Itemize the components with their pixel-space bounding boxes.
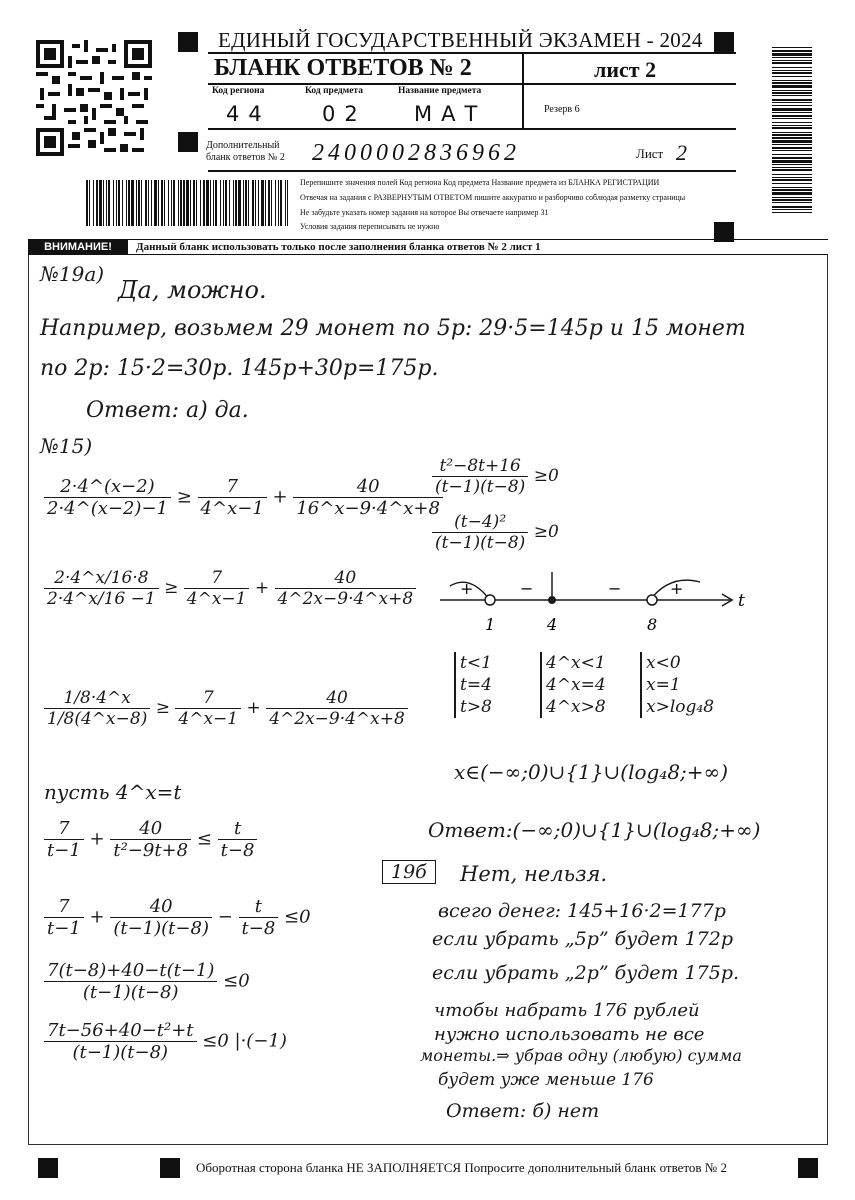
region-code-label: Код региона xyxy=(212,86,265,96)
right-equation-2 xyxy=(432,512,559,553)
barcode-bar xyxy=(248,180,249,226)
barcode-bar xyxy=(183,180,185,226)
barcode-bar xyxy=(116,180,117,226)
task19b-line8: будет уже меньше 176 xyxy=(438,1070,654,1090)
barcode-bar xyxy=(196,180,197,226)
barcode-bar xyxy=(772,157,812,159)
barcode-bar xyxy=(772,118,812,119)
r-eq2-frac xyxy=(432,512,528,553)
eq1-plus: + xyxy=(272,486,288,508)
eq7-tail: ≤0 |·(−1) xyxy=(202,1030,287,1052)
eq3-lhs-den: 1/8(4^x−8) xyxy=(47,709,148,729)
eq1-lhs xyxy=(44,476,171,519)
task19a-label: №19а) xyxy=(40,262,105,286)
eq6-den: (t−1)(t−8) xyxy=(82,982,179,1003)
timing-marker-bottom-left xyxy=(38,1158,58,1178)
eq1-op: ≥ xyxy=(176,486,192,508)
eq2-t2 xyxy=(275,568,417,609)
barcode-bar xyxy=(180,180,182,226)
eq2-t1-den: 4^x−1 xyxy=(186,589,247,609)
eq2-plus: + xyxy=(254,578,270,598)
barcode-bar xyxy=(772,53,812,56)
timing-marker-top-right xyxy=(714,32,734,52)
barcode-bar xyxy=(772,209,812,210)
barcode-bar xyxy=(772,183,812,184)
barcode-bar xyxy=(200,180,201,226)
task19b-line4: если убрать „2р” будет 175р. xyxy=(432,962,740,984)
barcode-bar xyxy=(772,76,812,77)
timing-marker-mid-left xyxy=(178,132,198,152)
instruction-line-4: Условия задания переписывать не нужно xyxy=(300,222,440,231)
barcode-bar xyxy=(772,147,812,149)
eq5-tail: ≤0 xyxy=(284,906,311,928)
barcode-bar xyxy=(128,180,130,226)
barcode-bar xyxy=(772,60,812,61)
eq5-t1-num: 7 xyxy=(44,896,84,918)
eq4-t2-den: t²−9t+8 xyxy=(113,840,189,861)
task19b-label: 19б xyxy=(382,860,436,884)
sys3-line2: x=1 xyxy=(646,675,681,695)
barcode-bar xyxy=(772,112,812,113)
attention-bar xyxy=(28,239,828,255)
barcode-bar xyxy=(275,180,276,226)
barcode-bar xyxy=(772,125,812,126)
r-eq2-num: (t−4)² xyxy=(432,512,528,533)
barcode-bar xyxy=(772,95,812,96)
barcode-bar xyxy=(245,180,247,226)
eq2-t2-num: 40 xyxy=(275,568,417,589)
eq1-t1-num: 7 xyxy=(198,476,267,498)
barcode-bar xyxy=(772,127,812,129)
barcode-bar xyxy=(99,180,102,226)
eq4-t1-num: 7 xyxy=(44,818,84,840)
barcode-bar xyxy=(186,180,189,226)
barcode-bar xyxy=(255,180,256,226)
task19a-line1: Да, можно. xyxy=(118,276,267,304)
barcode-bar xyxy=(178,180,179,226)
system-x xyxy=(640,652,714,718)
barcode-bar xyxy=(772,164,812,165)
equation-2 xyxy=(44,568,416,609)
eq5-t2 xyxy=(110,896,212,939)
barcode-bar xyxy=(271,180,272,226)
barcode-bar xyxy=(223,180,224,226)
barcode-bar xyxy=(136,180,137,226)
barcode-bar xyxy=(772,57,812,58)
eq4-plus: + xyxy=(89,828,105,850)
barcode-bar xyxy=(243,180,244,226)
barcode-bar xyxy=(258,180,259,226)
barcode-bar xyxy=(772,108,812,111)
eq2-lhs-num: 2·4^x/16·8 xyxy=(44,568,159,589)
barcode-bar xyxy=(772,102,812,103)
barcode-bar xyxy=(772,150,812,151)
barcode-bar xyxy=(168,180,169,226)
barcode-bar xyxy=(772,99,812,101)
eq4-op: ≤ xyxy=(196,828,212,850)
point-1 xyxy=(485,595,495,605)
eq3-t1-num: 7 xyxy=(175,688,241,709)
barcode-bar xyxy=(772,160,812,163)
barcode-bar xyxy=(122,180,123,226)
barcode-bar xyxy=(210,180,211,226)
barcode-bar xyxy=(772,177,812,178)
barcode-bar xyxy=(772,132,812,133)
eq2-t1 xyxy=(184,568,250,609)
eq4-rhs-num: t xyxy=(218,818,258,840)
barcode-bar xyxy=(772,167,812,168)
task19a-answer: Ответ: а) да. xyxy=(86,398,249,423)
barcode-bar xyxy=(772,90,812,91)
barcode-bar xyxy=(772,134,812,136)
eq4-t1-den: t−1 xyxy=(47,840,81,861)
barcode-bar xyxy=(772,92,812,94)
barcode-bar xyxy=(220,180,221,226)
barcode-bar xyxy=(268,180,270,226)
barcode-bar xyxy=(106,180,107,226)
sys2-line3: 4^x>8 xyxy=(546,697,606,717)
eq5-rhs-num: t xyxy=(239,896,279,918)
task19b-line7: монеты.⇒ убрав одну (любую) сумма xyxy=(420,1046,742,1065)
list-label: Лист xyxy=(636,146,664,161)
number-line xyxy=(430,566,760,636)
subject-name-label: Название предмета xyxy=(398,86,482,96)
barcode-bar xyxy=(280,180,282,226)
eq3-op: ≥ xyxy=(155,698,170,718)
equation-1 xyxy=(44,476,443,519)
eq1-lhs-num: 2·4^(x−2) xyxy=(44,476,171,498)
eq3-lhs-num: 1/8·4^x xyxy=(44,688,150,709)
sys1-line1: t<1 xyxy=(460,653,492,673)
point-8 xyxy=(647,595,657,605)
barcode-bar xyxy=(772,137,812,139)
equation-5 xyxy=(44,896,311,939)
substitution: пусть 4^x=t xyxy=(44,780,182,804)
barcode-bar xyxy=(145,180,147,226)
barcode-bar xyxy=(772,199,812,201)
eq7-den: (t−1)(t−8) xyxy=(72,1042,169,1063)
barcode-horizontal xyxy=(86,180,288,226)
eq3-plus: + xyxy=(246,698,261,718)
barcode-bar xyxy=(772,144,812,145)
sys1-line2: t=4 xyxy=(460,675,492,695)
eq5-t2-num: 40 xyxy=(110,896,212,918)
eq4-t2-num: 40 xyxy=(110,818,191,840)
barcode-bar xyxy=(772,122,812,123)
eq3-t2 xyxy=(266,688,408,729)
eq4-rhs-den: t−8 xyxy=(220,840,255,861)
right-equation-1 xyxy=(432,456,559,497)
eq2-lhs-den: 2·4^x/16 −1 xyxy=(47,589,156,609)
r-eq1-den: (t−1)(t−8) xyxy=(435,477,526,497)
barcode-bar xyxy=(772,212,812,213)
sign-1: + xyxy=(460,579,474,598)
r-eq2-den: (t−1)(t−8) xyxy=(435,533,526,553)
barcode-bar xyxy=(108,180,110,226)
barcode-bar xyxy=(772,82,812,84)
sys1-line3: t>8 xyxy=(460,697,492,717)
barcode-bar xyxy=(213,180,214,226)
region-code-value: 44 xyxy=(226,102,271,126)
eq5-rhs xyxy=(239,896,279,939)
subject-name-value: МАТ xyxy=(414,102,487,126)
reserve-label: Резерв 6 xyxy=(544,104,580,115)
barcode-bar xyxy=(772,179,812,181)
barcode-bar xyxy=(233,180,234,226)
barcode-bar xyxy=(287,180,288,226)
exam-title: ЕДИНЫЙ ГОСУДАРСТВЕННЫЙ ЭКЗАМЕН - 2024 xyxy=(218,28,703,52)
barcode-bar xyxy=(89,180,90,226)
qr-code xyxy=(36,40,152,156)
task19b-line6: нужно использовать не все xyxy=(434,1024,705,1045)
header-rule-low xyxy=(208,128,736,130)
header-rule-mid xyxy=(208,83,736,85)
barcode-bar xyxy=(96,180,98,226)
barcode-bar xyxy=(772,202,812,203)
barcode-bar xyxy=(229,180,230,226)
footer-note: Оборотная сторона бланка НЕ ЗАПОЛНЯЕТСЯ Попросите дополнительный бланк ответов № 2 xyxy=(196,1160,727,1175)
equation-4 xyxy=(44,818,257,861)
eq1-t2-den: 16^x−9·4^x+8 xyxy=(296,498,440,519)
barcode-bar xyxy=(772,206,812,208)
eq1-t2-num: 40 xyxy=(293,476,443,498)
header-rule-bottom xyxy=(208,170,736,172)
eq3-t1 xyxy=(175,688,241,729)
barcode-bar xyxy=(225,180,227,226)
form-title: БЛАНК ОТВЕТОВ № 2 xyxy=(214,55,472,81)
barcode-bar xyxy=(772,47,812,48)
barcode-bar xyxy=(772,115,812,117)
eq2-lhs xyxy=(44,568,159,609)
eq4-t1 xyxy=(44,818,84,861)
barcode-bar xyxy=(278,180,279,226)
barcode-bar xyxy=(772,105,812,106)
barcode-bar xyxy=(151,180,152,226)
barcode-bar xyxy=(772,189,812,191)
extra-form-label-line1: Дополнительный xyxy=(206,140,280,151)
barcode-bar xyxy=(772,187,812,188)
eq4-rhs xyxy=(218,818,258,861)
r-eq2-tail: ≥0 xyxy=(533,522,559,542)
barcode-bar xyxy=(772,50,812,52)
task19b-line3: если убрать „5р” будет 172р xyxy=(432,928,734,950)
eq2-t1-num: 7 xyxy=(184,568,250,589)
barcode-bar xyxy=(772,62,812,64)
barcode-bar xyxy=(772,72,812,74)
barcode-bar xyxy=(772,80,812,81)
instruction-line-3: Не забудьте указать номер задания на которое Вы отвечаете например 31 xyxy=(300,208,549,217)
barcode-bar xyxy=(158,180,159,226)
header-rule-top xyxy=(208,52,736,54)
eq2-op: ≥ xyxy=(164,578,179,598)
barcode-bar xyxy=(203,180,205,226)
timing-marker-top-left xyxy=(178,32,198,52)
x-solution: x∈(−∞;0)∪{1}∪(log₄8;+∞) xyxy=(454,760,729,784)
task19a-line3: по 2р: 15·2=30р. 145р+30р=175р. xyxy=(40,356,439,381)
barcode-bar xyxy=(113,180,114,226)
barcode-bar xyxy=(772,85,812,88)
sys2-line1: 4^x<1 xyxy=(546,653,606,673)
barcode-bar xyxy=(126,180,127,226)
barcode-bar xyxy=(86,180,88,226)
eq6-num: 7(t−8)+40−t(t−1) xyxy=(44,960,217,982)
task19b-line1: Нет, нельзя. xyxy=(460,862,608,886)
eq6-tail: ≤0 xyxy=(223,970,250,992)
barcode-bar xyxy=(285,180,286,226)
extra-form-number: 2400002836962 xyxy=(312,140,520,166)
r-eq1-num: t²−8t+16 xyxy=(432,456,528,477)
eq5-t1 xyxy=(44,896,84,939)
barcode-vertical xyxy=(772,44,812,214)
attention-badge: ВНИМАНИЕ! xyxy=(28,239,128,255)
barcode-bar xyxy=(772,140,812,143)
eq3-t2-num: 40 xyxy=(266,688,408,709)
barcode-bar xyxy=(154,180,157,226)
task19b-line5: чтобы набрать 176 рублей xyxy=(434,1000,700,1021)
barcode-bar xyxy=(261,180,264,226)
barcode-bar xyxy=(772,169,812,171)
barcode-bar xyxy=(238,180,241,226)
barcode-bar xyxy=(173,180,175,226)
extra-form-label xyxy=(206,140,285,164)
timing-marker-bottom-right xyxy=(798,1158,818,1178)
sys3-line3: x>log₄8 xyxy=(646,697,715,717)
barcode-bar xyxy=(103,180,104,226)
attention-text: Данный бланк использовать только после заполнения бланка ответов № 2 лист 1 xyxy=(136,241,541,253)
task19a-line2: Например, возьмем 29 монет по 5р: 29·5=145р и 15 монет xyxy=(40,316,746,341)
tick-1: 1 xyxy=(485,615,496,634)
eq2-t2-den: 4^2x−9·4^x+8 xyxy=(277,589,414,609)
sign-4: + xyxy=(670,579,684,598)
barcode-bar xyxy=(190,180,191,226)
eq5-plus: + xyxy=(89,906,105,928)
header-divider-vertical xyxy=(522,52,524,128)
r-eq1-tail: ≥0 xyxy=(533,466,559,486)
equation-7 xyxy=(44,1020,287,1063)
eq1-t1-den: 4^x−1 xyxy=(200,498,264,519)
eq7-frac xyxy=(44,1020,197,1063)
tick-8: 8 xyxy=(647,615,658,634)
r-eq1-frac xyxy=(432,456,528,497)
sheet-title: лист 2 xyxy=(594,57,657,82)
sign-3: − xyxy=(608,579,622,598)
barcode-bar xyxy=(193,180,195,226)
task15-answer: Ответ:(−∞;0)∪{1}∪(log₄8;+∞) xyxy=(428,818,761,842)
instruction-line-1: Перепишите значения полей Код региона Код предмета Название предмета из БЛАНКА РЕГИСТРАЦИИ xyxy=(300,178,660,187)
barcode-bar xyxy=(772,70,812,71)
extra-form-label-line2: бланк ответов № 2 xyxy=(206,152,285,163)
barcode-bar xyxy=(93,180,94,226)
sign-2: − xyxy=(520,579,534,598)
eq5-rhs-den: t−8 xyxy=(241,918,276,939)
tick-4: 4 xyxy=(547,615,558,634)
eq1-t1 xyxy=(198,476,267,519)
system-t xyxy=(454,652,492,718)
eq5-t1-den: t−1 xyxy=(47,918,81,939)
timing-marker-bottom-left-2 xyxy=(160,1158,180,1178)
barcode-bar xyxy=(772,192,812,195)
barcode-bar xyxy=(118,180,120,226)
instruction-line-2: Отвечая на задания с РАЗВЕРНУТЫМ ОТВЕТОМ пишите аккуратно и разборчиво соблюдая разметку страницы xyxy=(300,193,686,202)
barcode-bar xyxy=(772,67,812,68)
sys2-line2: 4^x=4 xyxy=(546,675,606,695)
barcode-bar xyxy=(148,180,149,226)
barcode-bar xyxy=(131,180,134,226)
barcode-bar xyxy=(141,180,142,226)
subject-code-label: Код предмета xyxy=(305,86,363,96)
axis-t-label: t xyxy=(738,591,745,611)
eq4-t2 xyxy=(110,818,191,861)
barcode-bar xyxy=(252,180,254,226)
barcode-bar xyxy=(772,154,812,155)
eq3-t2-den: 4^2x−9·4^x+8 xyxy=(269,709,405,729)
barcode-bar xyxy=(265,180,266,226)
barcode-bar xyxy=(171,180,172,226)
system-4x xyxy=(540,652,606,718)
task15-label: №15) xyxy=(40,434,93,458)
barcode-bar xyxy=(138,180,140,226)
list-number: 2 xyxy=(676,140,687,165)
eq6-frac xyxy=(44,960,217,1003)
equation-3 xyxy=(44,688,408,729)
eq5-minus: − xyxy=(217,906,233,928)
task19b-answer: Ответ: б) нет xyxy=(446,1100,600,1122)
barcode-bar xyxy=(206,180,209,226)
eq7-num: 7t−56+40−t²+t xyxy=(44,1020,197,1042)
barcode-bar xyxy=(772,174,812,175)
eq5-t2-den: (t−1)(t−8) xyxy=(113,918,209,939)
barcode-bar xyxy=(164,180,165,226)
eq3-lhs xyxy=(44,688,150,729)
eq3-t1-den: 4^x−1 xyxy=(178,709,239,729)
barcode-bar xyxy=(772,197,812,198)
barcode-bar xyxy=(215,180,217,226)
subject-code-value: 02 xyxy=(322,102,367,126)
sys3-line1: x<0 xyxy=(646,653,681,673)
task19b-line2: всего денег: 145+16·2=177р xyxy=(438,900,726,922)
eq1-t2 xyxy=(293,476,443,519)
equation-6 xyxy=(44,960,250,1003)
barcode-bar xyxy=(235,180,237,226)
barcode-bar xyxy=(161,180,163,226)
eq1-lhs-den: 2·4^(x−2)−1 xyxy=(47,498,168,519)
